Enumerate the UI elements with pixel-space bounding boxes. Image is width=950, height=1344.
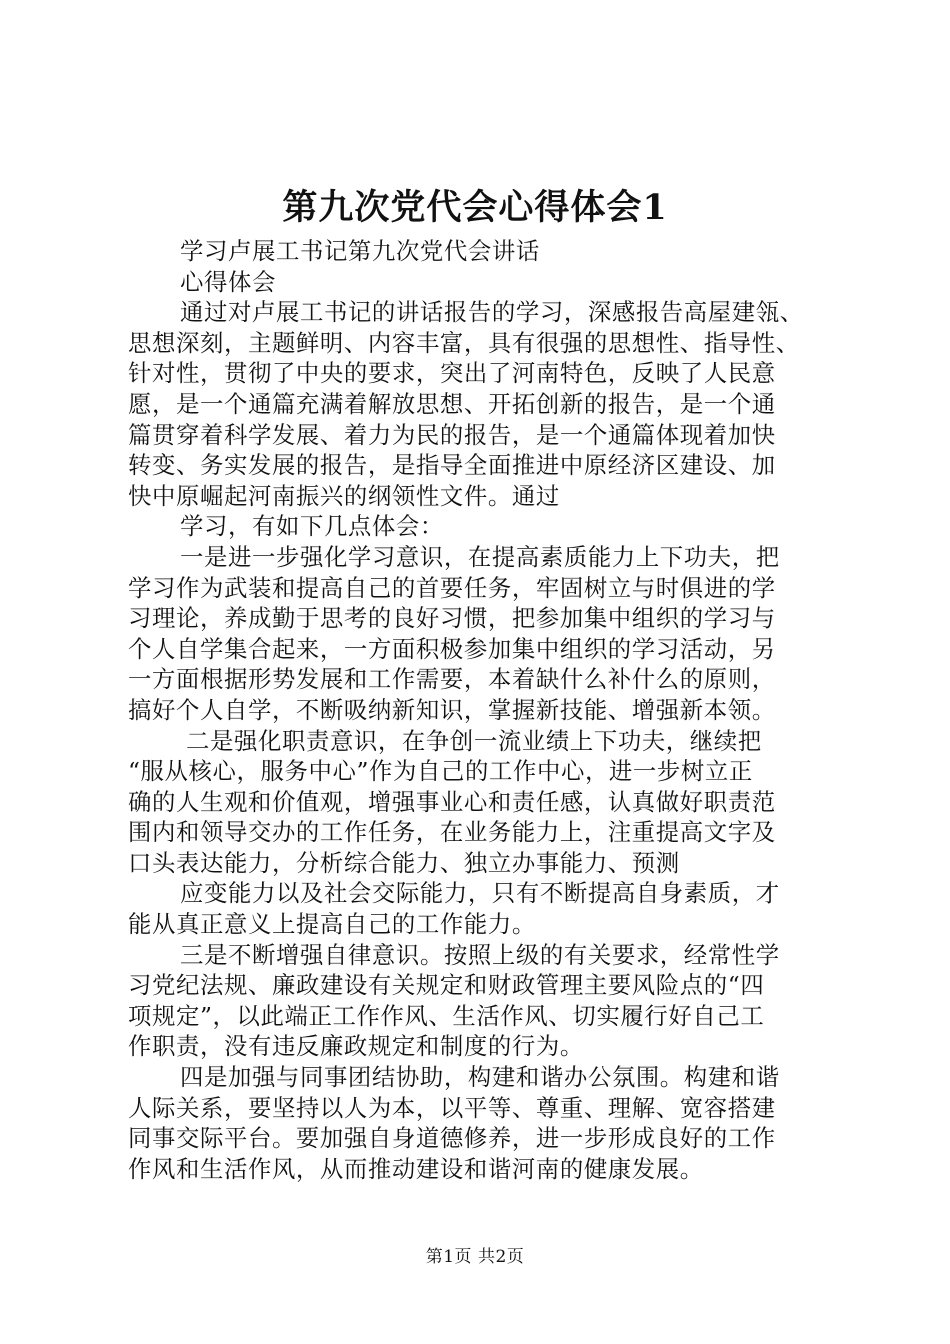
text-line: 人际关系，要坚持以人为本，以平等、尊重、理解、宽容搭建	[128, 1093, 776, 1122]
text-line: 习党纪法规、廉政建设有关规定和财政管理主要风险点的“四	[128, 971, 765, 1000]
text-line: 口头表达能力，分析综合能力、独立办事能力、预测	[128, 848, 680, 877]
text-line: 个人自学集合起来，一方面积极参加集中组织的学习活动，另	[128, 634, 776, 663]
text-line: 二是强化职责意识，在争创一流业绩上下功夫，继续把	[186, 726, 762, 755]
document-body	[128, 236, 852, 1184]
text-line: 学习卢展工书记第九次党代会讲话	[180, 237, 540, 265]
text-line: 针对性，贯彻了中央的要求，突出了河南特色，反映了人民意	[128, 359, 776, 388]
text-line: 作风和生活作风，从而推动建设和谐河南的健康发展。	[128, 1154, 704, 1183]
text-line: 围内和领导交办的工作任务，在业务能力上，注重提高文字及	[128, 818, 776, 847]
text-line: 四是加强与同事团结协助，构建和谐办公氛围。构建和谐	[180, 1063, 780, 1092]
text-line: 学习，有如下几点体会：	[180, 512, 444, 541]
text-line: 确的人生观和价值观，增强事业心和责任感，认真做好职责范	[128, 787, 776, 816]
text-line: 习理论，养成勤于思考的良好习惯，把参加集中组织的学习与	[128, 604, 776, 633]
text-line: 心得体会	[180, 267, 276, 296]
text-line: 思想深刻，主题鲜明、内容丰富，具有很强的思想性、指导性、	[128, 328, 800, 357]
text-line: 应变能力以及社会交际能力，只有不断提高自身素质，才	[180, 879, 780, 908]
text-line: 学习作为武装和提高自己的首要任务，牢固树立与时俱进的学	[128, 573, 776, 602]
text-line: 项规定”，以此端正工作作风、生活作风、切实履行好自己工	[128, 1001, 765, 1030]
text-line: 转变、务实发展的报告，是指导全面推进中原经济区建设、加	[128, 451, 776, 480]
text-line: 三是不断增强自律意识。按照上级的有关要求，经常性学	[180, 940, 780, 969]
text-line: 能从真正意义上提高自己的工作能力。	[128, 910, 536, 939]
text-line: 愿，是一个通篇充满着解放思想、开拓创新的报告，是一个通	[128, 389, 776, 418]
text-line: 篇贯穿着科学发展、着力为民的报告，是一个通篇体现着加快	[128, 420, 776, 449]
text-line: 一是进一步强化学习意识，在提高素质能力上下功夫，把	[180, 542, 780, 571]
document-title: 第九次党代会心得体会1	[282, 187, 668, 228]
text-line: 快中原崛起河南振兴的纲领性文件。通过	[128, 481, 560, 510]
text-line: “服从核心，服务中心”作为自己的工作中心，进一步树立正	[128, 757, 753, 786]
text-line: 一方面根据形势发展和工作需要，本着缺什么补什么的原则，	[128, 665, 776, 694]
text-line: 搞好个人自学，不断吸纳新知识，掌握新技能、增强新本领。	[128, 695, 776, 724]
text-line: 作职责，没有违反廉政规定和制度的行为。	[128, 1032, 584, 1061]
text-line: 同事交际平台。要加强自身道德修养，进一步形成良好的工作	[128, 1124, 776, 1153]
text-line: 通过对卢展工书记的讲话报告的学习，深感报告高屋建瓴、	[180, 298, 804, 327]
page-footer: 第1页 共2页	[425, 1247, 525, 1267]
